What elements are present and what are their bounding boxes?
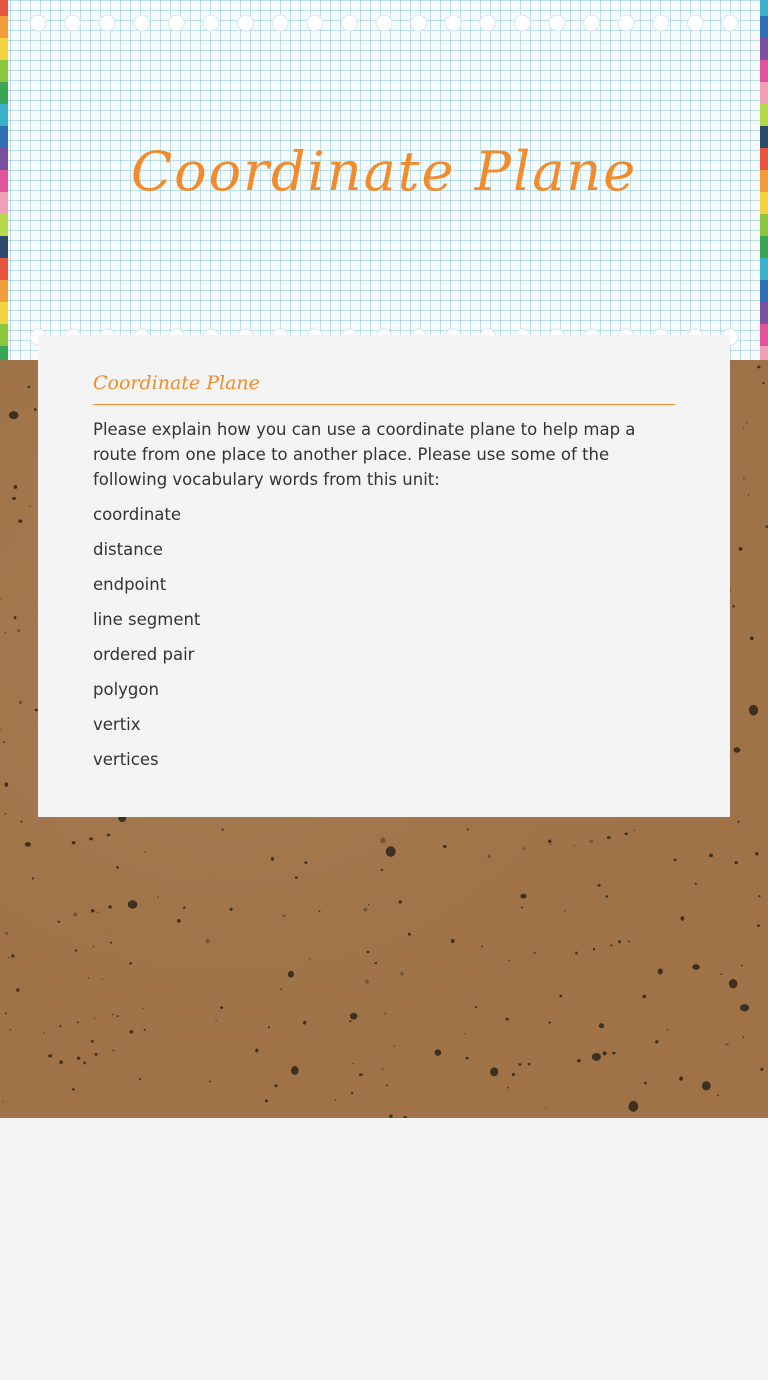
- speckle: [757, 365, 760, 368]
- speckle: [737, 821, 739, 823]
- speckle: [94, 1018, 96, 1020]
- speckle: [741, 965, 743, 967]
- speckle: [3, 742, 5, 743]
- speckle: [550, 844, 552, 846]
- stripe-segment: [760, 82, 768, 104]
- speckle: [548, 1022, 551, 1024]
- speckle: [265, 1099, 268, 1102]
- speckle: [548, 839, 551, 843]
- speckle: [733, 747, 740, 753]
- speckle: [732, 605, 735, 607]
- binder-hole: [341, 15, 357, 31]
- speckle: [107, 929, 108, 930]
- speckle: [274, 1084, 277, 1087]
- speckle: [112, 1014, 114, 1015]
- speckle: [34, 408, 37, 411]
- speckle: [139, 1078, 141, 1080]
- speckle: [89, 837, 93, 840]
- speckle: [481, 946, 483, 948]
- speckle: [717, 1094, 719, 1096]
- speckle: [20, 821, 22, 823]
- speckle: [288, 971, 294, 978]
- binder-hole: [618, 15, 634, 31]
- speckle: [14, 485, 18, 489]
- speckle: [295, 876, 298, 878]
- speckle: [319, 910, 321, 912]
- speckle: [743, 1036, 745, 1038]
- speckle: [4, 813, 6, 815]
- speckle: [72, 841, 76, 844]
- vocabulary-item: distance: [93, 540, 163, 559]
- speckle: [73, 913, 77, 917]
- speckle: [88, 977, 89, 978]
- vocabulary-item: line segment: [93, 610, 201, 629]
- speckle: [102, 979, 103, 980]
- speckle: [666, 1029, 668, 1031]
- speckle: [749, 705, 758, 716]
- speckle: [760, 1068, 763, 1071]
- stripe-segment: [0, 280, 8, 302]
- vocabulary-item: polygon: [93, 680, 159, 699]
- speckle: [466, 1057, 469, 1060]
- vocabulary-item: vertices: [93, 750, 159, 769]
- binder-hole: [687, 15, 703, 31]
- speckle: [674, 859, 677, 861]
- speckle: [144, 1029, 146, 1031]
- speckle: [490, 1067, 498, 1076]
- speckle: [367, 951, 370, 954]
- binder-hole: [30, 15, 46, 31]
- speckle: [5, 1012, 7, 1014]
- speckle: [658, 968, 663, 974]
- speckle: [545, 1107, 546, 1108]
- speckle: [628, 941, 630, 943]
- speckle: [128, 900, 138, 908]
- binder-hole: [238, 15, 254, 31]
- assignment-prompt: Please explain how you can use a coordinate plane to help map a route from one place to another place. Please use some of the following vocabulary words from this unit:: [93, 420, 636, 489]
- binder-hole: [168, 15, 184, 31]
- speckle: [564, 910, 565, 911]
- speckle: [350, 1013, 357, 1020]
- speckle: [593, 948, 595, 950]
- speckle: [424, 822, 425, 823]
- speckle: [268, 1026, 270, 1028]
- binder-hole: [203, 15, 219, 31]
- binder-hole: [480, 15, 496, 31]
- speckle: [282, 914, 285, 917]
- speckle: [351, 1092, 353, 1094]
- speckle: [309, 958, 310, 959]
- speckle: [758, 895, 760, 897]
- speckle: [77, 1057, 81, 1060]
- stripe-segment: [760, 236, 768, 258]
- page-footer-area: [0, 1118, 768, 1380]
- speckle: [734, 861, 737, 864]
- speckle: [57, 921, 60, 923]
- stripe-segment: [0, 104, 8, 126]
- speckle: [577, 1059, 581, 1062]
- speckle: [512, 1073, 515, 1076]
- speckle: [725, 1043, 728, 1046]
- speckle: [43, 1033, 44, 1034]
- binder-hole: [307, 15, 323, 31]
- speckle: [28, 386, 31, 388]
- speckle: [597, 884, 600, 886]
- binder-hole: [134, 15, 150, 31]
- stripe-segment: [0, 38, 8, 60]
- speckle: [158, 896, 159, 897]
- speckle: [607, 836, 611, 839]
- speckle: [599, 1023, 604, 1028]
- speckle: [59, 1060, 63, 1063]
- card-title: Coordinate Plane: [93, 372, 675, 405]
- vocabulary-item: vertix: [93, 715, 141, 734]
- speckle: [281, 988, 283, 990]
- speckle: [692, 964, 699, 970]
- graph-paper-header: [0, 0, 768, 360]
- speckle: [655, 1040, 658, 1043]
- binder-hole: [272, 15, 288, 31]
- vocabulary-item: ordered pair: [93, 645, 195, 664]
- speckle: [743, 478, 745, 479]
- page-title: Coordinate Plane: [130, 140, 638, 203]
- speckle: [381, 869, 383, 871]
- speckle: [384, 1012, 386, 1015]
- speckle: [97, 912, 98, 913]
- speckle: [398, 900, 402, 903]
- stripe-segment: [0, 302, 8, 324]
- speckle: [464, 1033, 466, 1035]
- binder-hole: [411, 15, 427, 31]
- speckle: [762, 382, 765, 384]
- speckle: [91, 1040, 94, 1043]
- speckle: [679, 1076, 683, 1080]
- stripe-segment: [0, 214, 8, 236]
- speckle: [8, 957, 10, 958]
- speckle: [12, 497, 16, 500]
- speckle: [755, 852, 758, 855]
- speckle: [507, 1087, 509, 1088]
- speckle: [720, 974, 722, 975]
- speckle: [349, 1020, 352, 1022]
- speckle: [72, 1088, 75, 1090]
- speckle: [145, 851, 147, 853]
- stripe-segment: [760, 280, 768, 302]
- speckle: [75, 949, 77, 952]
- content-card: [38, 335, 730, 817]
- speckle: [48, 1054, 52, 1057]
- binder-hole: [99, 15, 115, 31]
- speckle: [644, 1082, 647, 1085]
- speckle: [520, 894, 526, 899]
- speckle: [335, 1099, 336, 1101]
- speckle: [386, 1084, 388, 1086]
- speckle: [739, 547, 743, 551]
- speckle: [748, 494, 749, 495]
- speckle: [129, 962, 132, 964]
- speckle: [359, 1073, 363, 1076]
- speckle: [92, 945, 94, 947]
- stripe-segment: [760, 214, 768, 236]
- binder-hole: [65, 15, 81, 31]
- stripe-segment: [0, 258, 8, 280]
- speckle: [206, 939, 210, 944]
- speckle: [25, 842, 31, 847]
- speckle: [394, 1045, 395, 1046]
- stripe-segment: [0, 236, 8, 258]
- speckle: [10, 1029, 11, 1030]
- stripe-segment: [760, 258, 768, 280]
- speckle: [9, 411, 19, 419]
- speckle: [467, 828, 469, 830]
- speckle: [528, 1063, 531, 1066]
- speckle: [220, 1006, 223, 1009]
- speckle: [17, 629, 20, 632]
- speckle: [110, 942, 112, 944]
- speckle: [740, 1004, 749, 1011]
- speckle: [116, 866, 119, 869]
- speckle: [177, 919, 181, 923]
- speckle: [435, 1049, 442, 1056]
- speckle: [365, 979, 369, 983]
- speckle: [746, 422, 747, 423]
- speckle: [18, 519, 22, 523]
- stripe-segment: [760, 346, 768, 360]
- speckle: [183, 906, 185, 909]
- speckle: [83, 1061, 86, 1064]
- speckle: [443, 845, 447, 848]
- speckle: [400, 972, 403, 976]
- speckle: [209, 1081, 211, 1083]
- speckle: [750, 637, 754, 641]
- speckle: [757, 925, 760, 927]
- stripe-segment: [0, 82, 8, 104]
- stripe-segment: [760, 104, 768, 126]
- speckle: [508, 960, 510, 961]
- speckle: [116, 1015, 118, 1017]
- speckle: [5, 783, 9, 787]
- speckle: [589, 840, 593, 843]
- binder-hole: [584, 15, 600, 31]
- speckle: [592, 1053, 601, 1061]
- speckle: [215, 1020, 217, 1022]
- speckle: [59, 1025, 61, 1027]
- speckle: [487, 855, 490, 859]
- speckle: [0, 598, 2, 600]
- speckle: [603, 1051, 607, 1055]
- speckle: [729, 979, 738, 988]
- speckle: [521, 907, 523, 909]
- speckle: [19, 701, 22, 704]
- stripe-segment: [0, 60, 8, 82]
- speckle: [16, 988, 19, 991]
- stripe-segment: [760, 38, 768, 60]
- speckle: [221, 828, 224, 830]
- speckle: [702, 1081, 711, 1090]
- speckle: [575, 952, 577, 955]
- speckle: [255, 1049, 258, 1053]
- speckle: [94, 1053, 97, 1056]
- speckle: [304, 861, 307, 863]
- binder-hole: [722, 15, 738, 31]
- speckle: [612, 1052, 615, 1055]
- speckle: [368, 904, 369, 905]
- binder-hole: [376, 15, 392, 31]
- speckle: [108, 905, 111, 908]
- vocabulary-item: coordinate: [93, 505, 182, 524]
- binder-hole: [653, 15, 669, 31]
- stripe-segment: [760, 60, 768, 82]
- speckle: [129, 1030, 133, 1033]
- speckle: [451, 939, 455, 943]
- speckle: [0, 729, 1, 730]
- speckle: [505, 1018, 509, 1021]
- speckle: [2, 1101, 4, 1103]
- speckle: [475, 1006, 477, 1008]
- speckle: [14, 616, 17, 619]
- speckle: [634, 830, 635, 831]
- speckle: [605, 895, 608, 897]
- speckle: [680, 916, 684, 921]
- binder-hole: [549, 15, 565, 31]
- speckle: [408, 933, 411, 936]
- speckle: [32, 877, 34, 879]
- speckle: [380, 837, 386, 843]
- speckle: [624, 832, 628, 835]
- speckle: [375, 962, 377, 964]
- speckle: [91, 909, 95, 913]
- speckle: [5, 932, 8, 935]
- binder-hole: [445, 15, 461, 31]
- speckle: [743, 427, 744, 428]
- speckle: [518, 1063, 521, 1065]
- speckle: [229, 908, 232, 911]
- speckle: [352, 1063, 353, 1064]
- vocabulary-list: [93, 502, 675, 772]
- speckle: [291, 1066, 299, 1075]
- speckle: [363, 908, 367, 912]
- speckle: [523, 847, 526, 850]
- speckle: [709, 853, 713, 857]
- binder-hole: [514, 15, 530, 31]
- stripe-segment: [0, 346, 8, 360]
- speckle: [107, 834, 111, 837]
- speckle: [573, 845, 574, 846]
- speckle: [11, 954, 14, 957]
- binder-holes-top: [0, 13, 768, 33]
- speckle: [303, 1021, 306, 1025]
- speckle: [559, 995, 562, 998]
- speckle: [77, 1021, 79, 1023]
- speckle: [628, 1101, 638, 1112]
- speckle: [695, 883, 697, 885]
- speckle: [642, 995, 646, 999]
- vocabulary-item: endpoint: [93, 575, 167, 594]
- speckle: [386, 846, 396, 857]
- speckle: [29, 506, 30, 507]
- speckle: [381, 1068, 384, 1070]
- speckle: [618, 940, 621, 943]
- speckle: [271, 857, 274, 861]
- speckle: [142, 1008, 145, 1010]
- speckle: [534, 952, 536, 954]
- speckle: [4, 632, 6, 634]
- speckle: [610, 944, 612, 946]
- stripe-segment: [760, 302, 768, 324]
- speckle: [112, 1049, 115, 1052]
